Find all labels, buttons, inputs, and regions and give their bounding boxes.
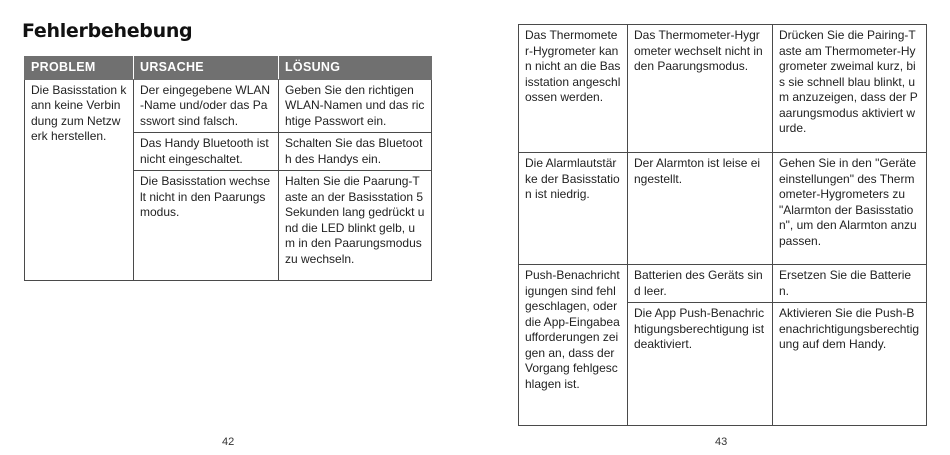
cause-cell: Die Basisstation wechselt nicht in den Paarungsmodus. (134, 171, 279, 281)
problem-cell: Push-Benachrichtigungen sind fehlgeschlagen, oder die App-Eingabeaufforderungen zeigen an, dass der Vorgang fehlgeschlagen ist. (519, 265, 628, 426)
problem-cell: Die Basisstation kann keine Verbindung zum Netzwerk herstellen. (25, 79, 134, 281)
troubleshooting-table-left (24, 56, 432, 281)
cause-cell: Das Handy Bluetooth ist nicht eingeschaltet. (134, 133, 279, 171)
problem-cell: Die Alarmlautstärke der Basisstation ist niedrig. (519, 153, 628, 265)
right-page (475, 0, 950, 455)
solution-cell: Schalten Sie das Bluetooth des Handys ein. (279, 133, 432, 171)
table-row (519, 153, 927, 265)
page-number: 42 (222, 436, 235, 448)
page-title: Fehlerbehebung (22, 20, 193, 42)
solution-cell: Ersetzen Sie die Batterien. (773, 265, 927, 303)
table-row (519, 265, 927, 303)
cause-cell: Das Thermometer-Hygrometer wechselt nicht in den Paarungsmodus. (628, 25, 773, 153)
cause-cell: Der eingegebene WLAN-Name und/oder das Passwort sind falsch. (134, 79, 279, 133)
table-row (519, 25, 927, 153)
solution-cell: Aktivieren Sie die Push-Benachrichtigungsberechtigung auf dem Handy. (773, 303, 927, 426)
header-solution: LÖSUNG (279, 57, 432, 80)
table-header-row (25, 57, 432, 80)
table-row (25, 79, 432, 133)
troubleshooting-table-right (518, 24, 927, 426)
cause-cell: Der Alarmton ist leise eingestellt. (628, 153, 773, 265)
solution-cell: Geben Sie den richtigen WLAN-Namen und das richtige Passwort ein. (279, 79, 432, 133)
solution-cell: Halten Sie die Paarung-Taste an der Basisstation 5 Sekunden lang gedrückt und die LED blinkt gelb, um in den Paarungsmodus zu wechseln. (279, 171, 432, 281)
header-problem: PROBLEM (25, 57, 134, 80)
solution-cell: Drücken Sie die Pairing-Taste am Thermometer-Hygrometer zweimal kurz, bis sie schnell blau blinkt, um anzuzeigen, dass der Paarungsmodus aktiviert wurde. (773, 25, 927, 153)
cause-cell: Batterien des Geräts sind leer. (628, 265, 773, 303)
problem-cell: Das Thermometer-Hygrometer kann nicht an die Basisstation angeschlossen werden. (519, 25, 628, 153)
page-number: 43 (715, 436, 728, 448)
header-cause: URSACHE (134, 57, 279, 80)
cause-cell: Die App Push-Benachrichtigungsberechtigung ist deaktiviert. (628, 303, 773, 426)
solution-cell: Gehen Sie in den "Geräteeinstellungen" des Thermometer-Hygrometers zu "Alarmton der Basisstation", um den Alarmton anzupassen. (773, 153, 927, 265)
